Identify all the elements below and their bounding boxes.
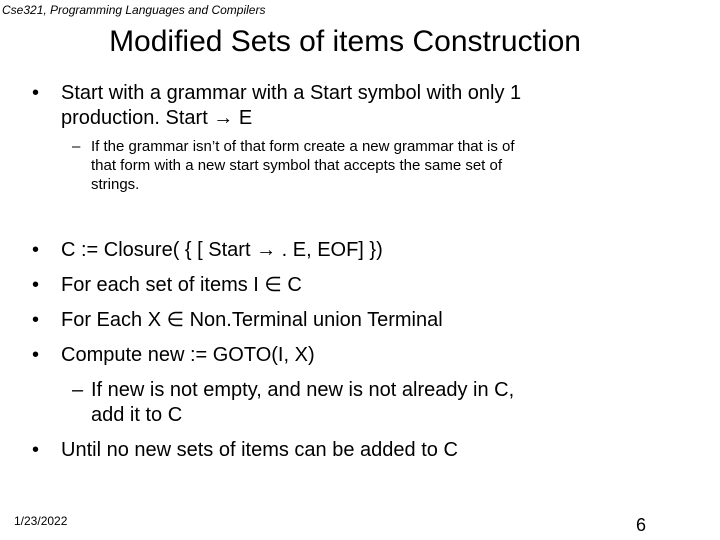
sub-bullet-new-grammar-line2: that form with a new start symbol that accepts the same set of	[91, 157, 503, 174]
bullet-marker: •	[32, 309, 40, 331]
course-header: Cse321, Programming Languages and Compilers	[2, 3, 266, 17]
bullet-closure: C := Closure( { [ Start → . E, EOF] })	[61, 239, 383, 261]
page-number: 6	[636, 515, 647, 535]
bullet-compute-goto: Compute new := GOTO(I, X)	[61, 344, 315, 366]
bullet-for-each-set: For each set of items I ∈ C	[61, 274, 302, 296]
sub-bullet-add-new-line1: If new is not empty, and new is not already in C,	[91, 379, 515, 401]
bullet-marker: •	[32, 82, 40, 104]
bullet-start-grammar-line1: Start with a grammar with a Start symbol with only 1	[61, 82, 522, 104]
bullet-marker: •	[32, 344, 40, 366]
bullet-until-no-new-sets: Until no new sets of items can be added to C	[61, 439, 458, 461]
footer-date: 1/23/2022	[14, 514, 68, 528]
bullet-marker: •	[32, 439, 40, 461]
bullet-marker: •	[32, 239, 40, 261]
sub-bullet-dash: –	[72, 379, 84, 401]
sub-bullet-new-grammar-line1: If the grammar isn’t of that form create a new grammar that is of	[91, 138, 515, 155]
sub-bullet-new-grammar-line3: strings.	[91, 176, 140, 193]
bullet-start-grammar-line2: production. Start → E	[61, 107, 253, 129]
bullet-marker: •	[32, 274, 40, 296]
sub-bullet-add-new-line2: add it to C	[91, 404, 183, 426]
slide-title: Modified Sets of items Construction	[109, 25, 581, 58]
bullet-for-each-symbol: For Each X ∈ Non.Terminal union Terminal	[61, 309, 443, 331]
sub-bullet-dash: –	[72, 138, 81, 155]
